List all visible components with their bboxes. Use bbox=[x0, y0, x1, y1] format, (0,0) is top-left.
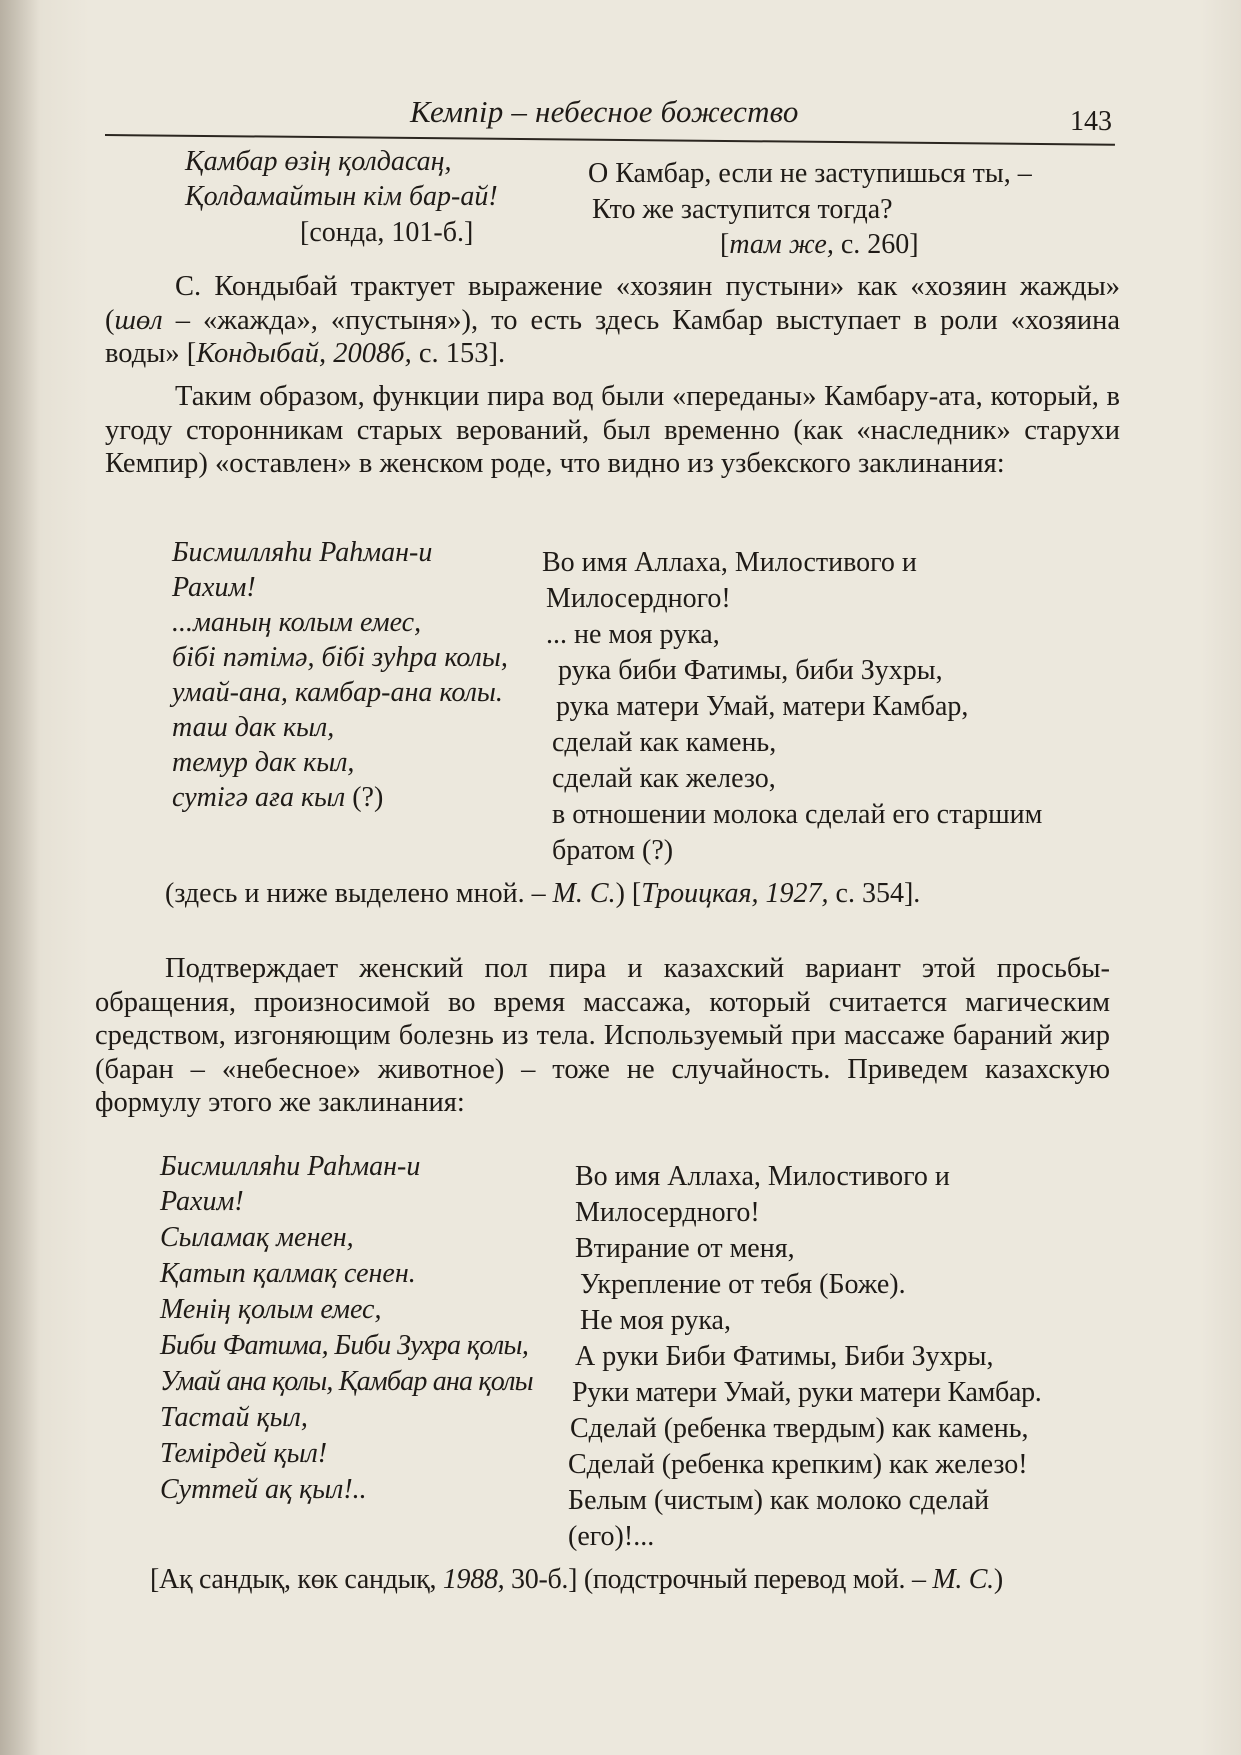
verse3-left-line-8: Тастай қыл, bbox=[160, 1402, 308, 1433]
verse2-right-line-1: Во имя Аллаха, Милостивого и bbox=[542, 547, 917, 578]
verse2-right-line-5: рука матери Умай, матери Камбар, bbox=[556, 691, 969, 722]
verse2-right-line-9: братом (?) bbox=[552, 835, 674, 866]
verse1-rus-line-1: О Камбар, если не заступишься ты, – bbox=[588, 158, 1032, 189]
verse3-left-line-1: Бисмилляhи Раhман-и bbox=[160, 1151, 421, 1182]
verse3-right-line-9: Сделай (ребенка крепким) как железо! bbox=[568, 1449, 1028, 1480]
verse2-source: (здесь и ниже выделено мной. – М. С.) [Троицкая, 1927, с. 354]. bbox=[165, 878, 921, 909]
gutter-shadow bbox=[0, 0, 40, 1755]
verse3-left-line-6: Биби Фатима, Биби Зухра қолы, bbox=[160, 1330, 529, 1361]
verse3-left-line-10: Суттей ақ қыл!.. bbox=[160, 1474, 367, 1505]
verse2-left-line-4: бібі пәтімә, бібі зуhра колы, bbox=[172, 642, 508, 673]
verse3-right-line-6: А руки Биби Фатимы, Биби Зухры, bbox=[575, 1341, 994, 1372]
verse3-left-line-5: Менің қолым емес, bbox=[160, 1294, 382, 1325]
running-header-title: Кемпір – небесное божество bbox=[410, 94, 799, 129]
verse2-right-line-6: сделай как камень, bbox=[552, 727, 777, 758]
verse3-right-line-4: Укрепление от тебя (Боже). bbox=[580, 1269, 906, 1300]
verse2-right-line-7: сделай как железо, bbox=[552, 763, 776, 794]
verse1-rus-reference: [там же, с. 260] bbox=[720, 229, 919, 260]
verse2-left-line-6: таш дак кыл, bbox=[172, 712, 335, 743]
verse3-left-line-9: Темірдей қыл! bbox=[160, 1438, 328, 1469]
paragraph-2: Таким образом, функции пира вод были «переданы» Камбару-ата, который, в угоду сторонникам старых верований, был временно (как «наследник» старухи Кемпир) «оставлен» в женском роде, что видно из узбекского заклинания: bbox=[105, 381, 1120, 479]
verse3-right-line-1: Во имя Аллаха, Милостивого и bbox=[575, 1161, 950, 1192]
verse2-left-line-2: Рахим! bbox=[172, 572, 256, 603]
verse3-left-line-2: Рахим! bbox=[160, 1186, 244, 1217]
verse2-right-line-3: ... не моя рука, bbox=[546, 619, 720, 650]
verse3-source: [Ақ сандық, көк сандық, 1988, 30-б.] (подстрочный перевод мой. – М. С.) bbox=[150, 1564, 1003, 1595]
verse3-left-line-3: Сыламақ менен, bbox=[160, 1222, 354, 1253]
verse2-left-line-3: ...маның колым емес, bbox=[172, 607, 422, 638]
verse3-right-line-11: (его)!... bbox=[568, 1521, 655, 1552]
verse1-rus-line-2: Кто же заступится тогда? bbox=[592, 194, 893, 225]
header-rule bbox=[105, 134, 1115, 146]
verse3-right-line-8: Сделай (ребенка твердым) как камень, bbox=[570, 1413, 1029, 1444]
verse3-right-line-2: Милосердного! bbox=[575, 1197, 760, 1228]
paragraph-3: Подтверждает женский пол пира и казахский вариант этой просьбы-обращения, произносимой во время массажа, который считается магическим средством, изгоняющим болезнь из тела. Используемый при массаже бараний жир (баран – «небесное» животное) – тоже не случайность. Приведем казахскую формулу этого же заклинания: bbox=[95, 953, 1110, 1118]
verse2-left-line-1: Бисмилляhи Раhман-и bbox=[172, 537, 433, 568]
verse2-right-line-4: рука биби Фатимы, биби Зухры, bbox=[558, 655, 943, 686]
verse3-left-line-4: Қатып қалмақ сенен. bbox=[160, 1258, 416, 1289]
verse2-left-line-5: умай-ана, камбар-ана колы. bbox=[172, 677, 503, 708]
verse2-left-line-7: темур дак кыл, bbox=[172, 747, 355, 778]
paragraph-1: С. Кондыбай трактует выражение «хозяин пустыни» как «хозяин жажды» (шөл – «жажда», «пустыня»), то есть здесь Камбар выступает в роли «хозяина воды» [Кондыбай, 2008б, с. 153]. bbox=[105, 271, 1120, 369]
verse3-right-line-10: Белым (чистым) как молоко сделай bbox=[568, 1485, 990, 1516]
verse2-right-line-2: Милосердного! bbox=[546, 583, 731, 614]
verse3-right-line-3: Втирание от меня, bbox=[575, 1233, 795, 1264]
verse1-kaz-line-2: Қолдамайтын кім бар-ай! bbox=[185, 181, 498, 212]
verse3-right-line-5: Не моя рука, bbox=[580, 1305, 731, 1336]
verse2-left-line-8: сутігә аға кыл (?) bbox=[172, 782, 384, 813]
verse3-right-line-7: Руки матери Умай, руки матери Камбар. bbox=[572, 1377, 1042, 1408]
verse3-left-line-7: Умай ана қолы, Қамбар ана қолы bbox=[160, 1366, 533, 1397]
verse1-kaz-reference: [сонда, 101-б.] bbox=[300, 217, 474, 248]
page-number: 143 bbox=[1070, 106, 1112, 137]
verse1-kaz-line-1: Қамбар өзің қолдасаң, bbox=[185, 146, 452, 177]
verse2-right-line-8: в отношении молока сделай его старшим bbox=[552, 799, 1043, 830]
